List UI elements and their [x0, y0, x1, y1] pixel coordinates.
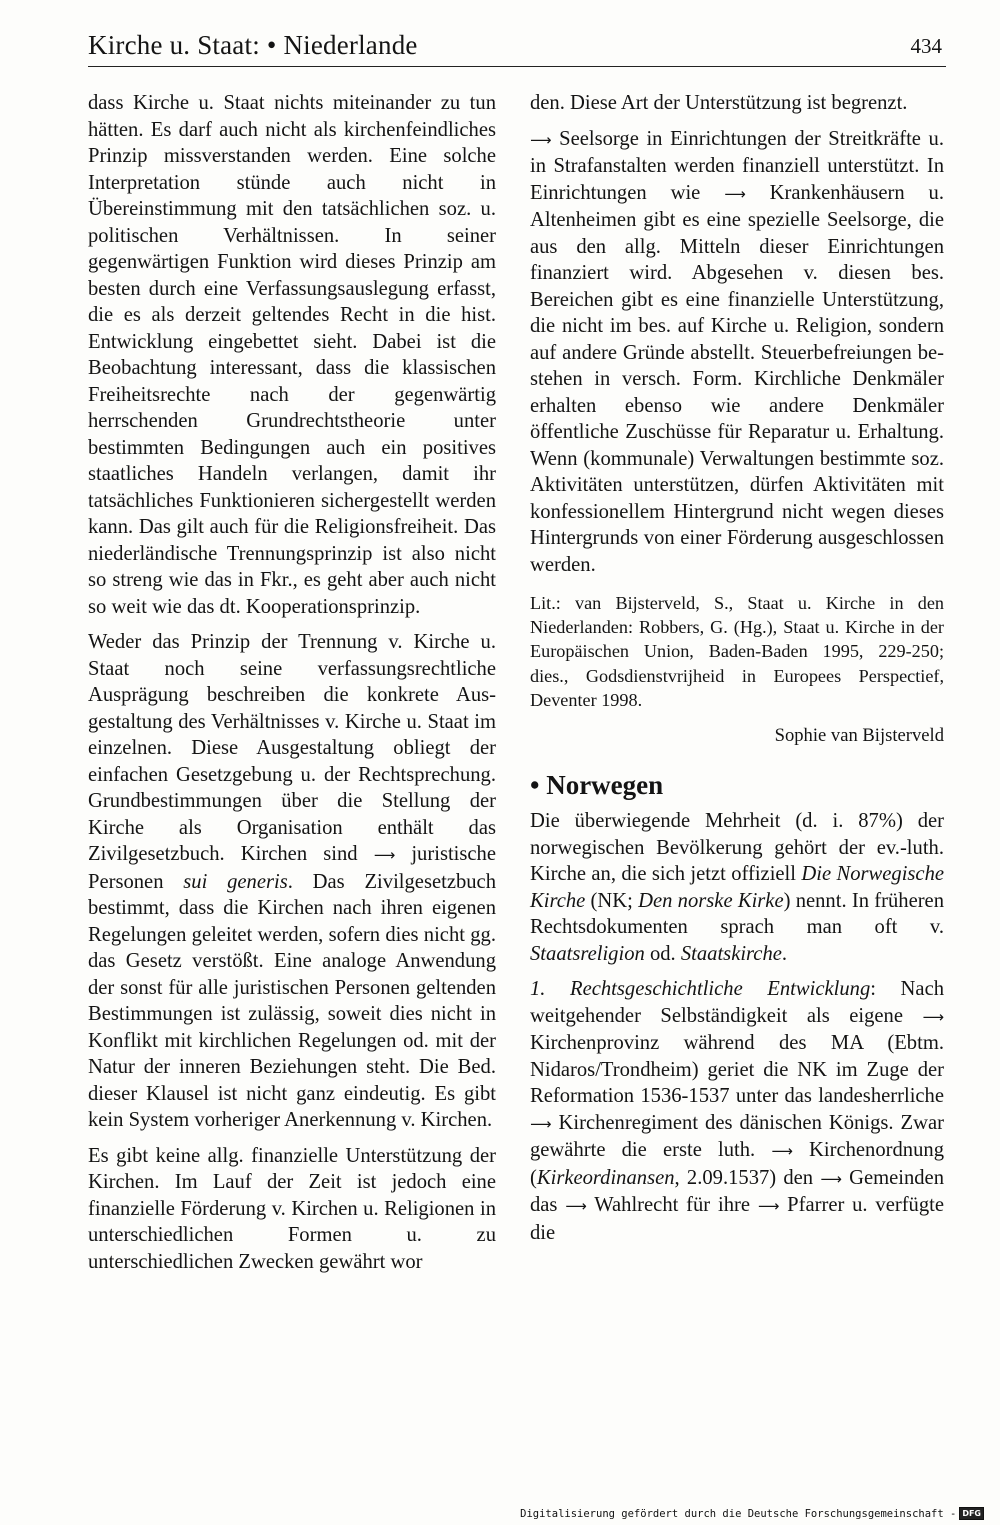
- right-column: [530, 90, 944, 1246]
- arrow-icon: ⟶: [565, 1197, 587, 1216]
- arrow-icon: ⟶: [724, 184, 746, 203]
- credit-text: Digitalisierung gefördert durch die Deutsche Forschungsgemeinschaft -: [520, 1507, 957, 1520]
- page-title: Kirche u. Staat: • Niederlande: [88, 30, 418, 60]
- section-heading: • Norwegen: [530, 770, 664, 801]
- literature-references: Lit.: van Bijsterveld, S., Staat u. Kirche in den Niederlanden: Robbers, G. (Hg.), Staat u. Kirche in der Europäischen Union, Baden-Baden 1995, 229-250; dies., Godsdienstvrijheid in Europees Perspectief, Deventer 1998.: [530, 593, 944, 710]
- arrow-icon: ⟶: [757, 1197, 780, 1216]
- left-column: [88, 90, 496, 1275]
- arrow-icon: ⟶: [530, 1114, 552, 1133]
- paragraph: Es gibt keine allg. finanzielle Unterstützung der Kirchen. Im Lauf der Zeit ist jedoch eine finanzielle Förderung v. Kirchen u. Religionen in unterschiedlichen Formen u. zu unterschiedlichen Zwecken gewährt wor: [88, 1144, 496, 1273]
- paragraph: dass Kirche u. Staat nichts miteinander zu tun hätten. Es darf auch nicht als kirchenfeindliches Prinzip missverstanden werden. Eine solche Interpretation stünde auch nicht in Übereinstimmung mit den tatsächlichen soz. u. politischen Verhältnissen. In seiner gegenwärtigen Funktion wird dieses Prinzip am besten durch eine Verfassungsauslegung erfasst, die es als derzeit geltendes Recht in die hist. Entwicklung eingebettet sieht. Dabei ist die Beobachtung interessant, dass die klassischen Freiheitsrechte nach der gegenwärtig herrschenden Grundrechtstheorie unter bestimmten Bedingungen auch ein positives staatliches Handeln verlangen, damit ihr tatsächliches Funktionieren sichergestellt werden kann. Das gilt auch für die Religionsfreiheit. Das niederländische Trennungsprinzip ist also nicht so streng wie das in Fkr., es geht aber auch nicht so weit wie das dt. Kooperationsprinzip.: [88, 92, 496, 618]
- paragraph: 1. Rechtsgeschichtliche Entwicklung: Nach weitgehender Selbständigkeit als eigene ⟶ Kirchenprovinz während des MA (Ebtm. Nidaros/Trondheim) geriet die NK im Zuge der Reformation 1536-1537 unter das landesherrliche ⟶ Kirchenregiment des dänischen Königs. Zwar gewährte die erste luth. ⟶ Kirchenordnung (Kirkeordinansen, 2.09.1537) den ⟶ Gemeinden das ⟶ Wahlrecht für ihre ⟶ Pfarrer u. verfügte die: [530, 978, 945, 1244]
- paragraph: ⟶ Seelsorge in Einrichtungen der Streitkräfte u. in Strafanstalten werden finanziell unterstützt. In Einrichtungen wie ⟶ Krankenhäusern u. Altenheimen gibt es eine spezielle Seelsorge, die aus den allg. Mitteln dieser Einrichtungen finanziert wird. Abgesehen v. diesen bes. Bereichen gibt es eine finanzielle Unterstützung, die nicht im bes. auf Kirche u. Religion, sondern auf andere Gründe abstellt. Steuerbefreiungen bestehen in versch. Form. Kirchliche Denkmäler erhalten ebenso wie andere Denkmäler öffentliche Zuschüsse für Reparatur u. Erhaltung. Wenn (kommunale) Verwaltungen bestimmte soz. Aktivitäten unterstützen, dürfen Aktivitäten mit konfessionellem Hintergrund nicht wegen dieses Hintergrunds von einer Förderung ausgeschlossen werden.: [530, 127, 944, 576]
- arrow-icon: ⟶: [530, 130, 552, 149]
- arrow-icon: ⟶: [771, 1142, 793, 1161]
- page-number: 434: [910, 34, 942, 58]
- arrow-icon: ⟶: [820, 1169, 842, 1188]
- dfg-logo: DFG: [959, 1507, 984, 1520]
- arrow-icon: ⟶: [922, 1007, 944, 1026]
- paragraph: Weder das Prinzip der Trennung v. Kirche u. Staat noch seine verfassungsrechtliche Ausprägung beschreiben die konkrete Ausgestaltung des Verhältnisses v. Kirche u. Staat im einzelnen. Diese Ausgestaltung obliegt der einfachen Gesetzgebung u. der Rechtsprechung. Grundbestimmungen über die Stellung der Kirche als Organisation enthält das Zivilgesetzbuch. Kirchen sind ⟶ juristische Personen sui generis. Das Zivilgesetzbuch bestimmt, dass die Kirchen nach ihren eigenen Regelungen geleitet werden, sofern dies nicht gg. das Gesetz verstößt. Eine analoge Anwendung der sonst für alle juristischen Personen geltenden Bestimmungen ist zulässig, soweit dies nicht in Konflikt mit kirchlichen Regelungen od. mit der Natur der inneren Beziehungen steht. Die Bed. dieser Klausel ist nicht ganz eindeutig. Es gibt kein System vorheriger Anerkennung v. Kirchen.: [88, 631, 496, 1131]
- running-head: [88, 22, 946, 67]
- digitization-credit: [520, 1507, 984, 1520]
- author-signature: Sophie van Bijsterveld: [774, 725, 944, 747]
- paragraph: Die überwiegende Mehrheit (d. i. 87%) der norwegischen Bevölkerung gehört der ev.-luth. Kirche an, die sich jetzt offiziell Die Norwegische Kirche (NK; Den norske Kirke) nennt. In früheren Rechtsdokumenten sprach man oft v. Staatsreligion od. Staatskirche.: [530, 810, 945, 965]
- arrow-icon: ⟶: [373, 846, 396, 864]
- paragraph: den. Diese Art der Unterstützung ist begrenzt.: [530, 92, 908, 114]
